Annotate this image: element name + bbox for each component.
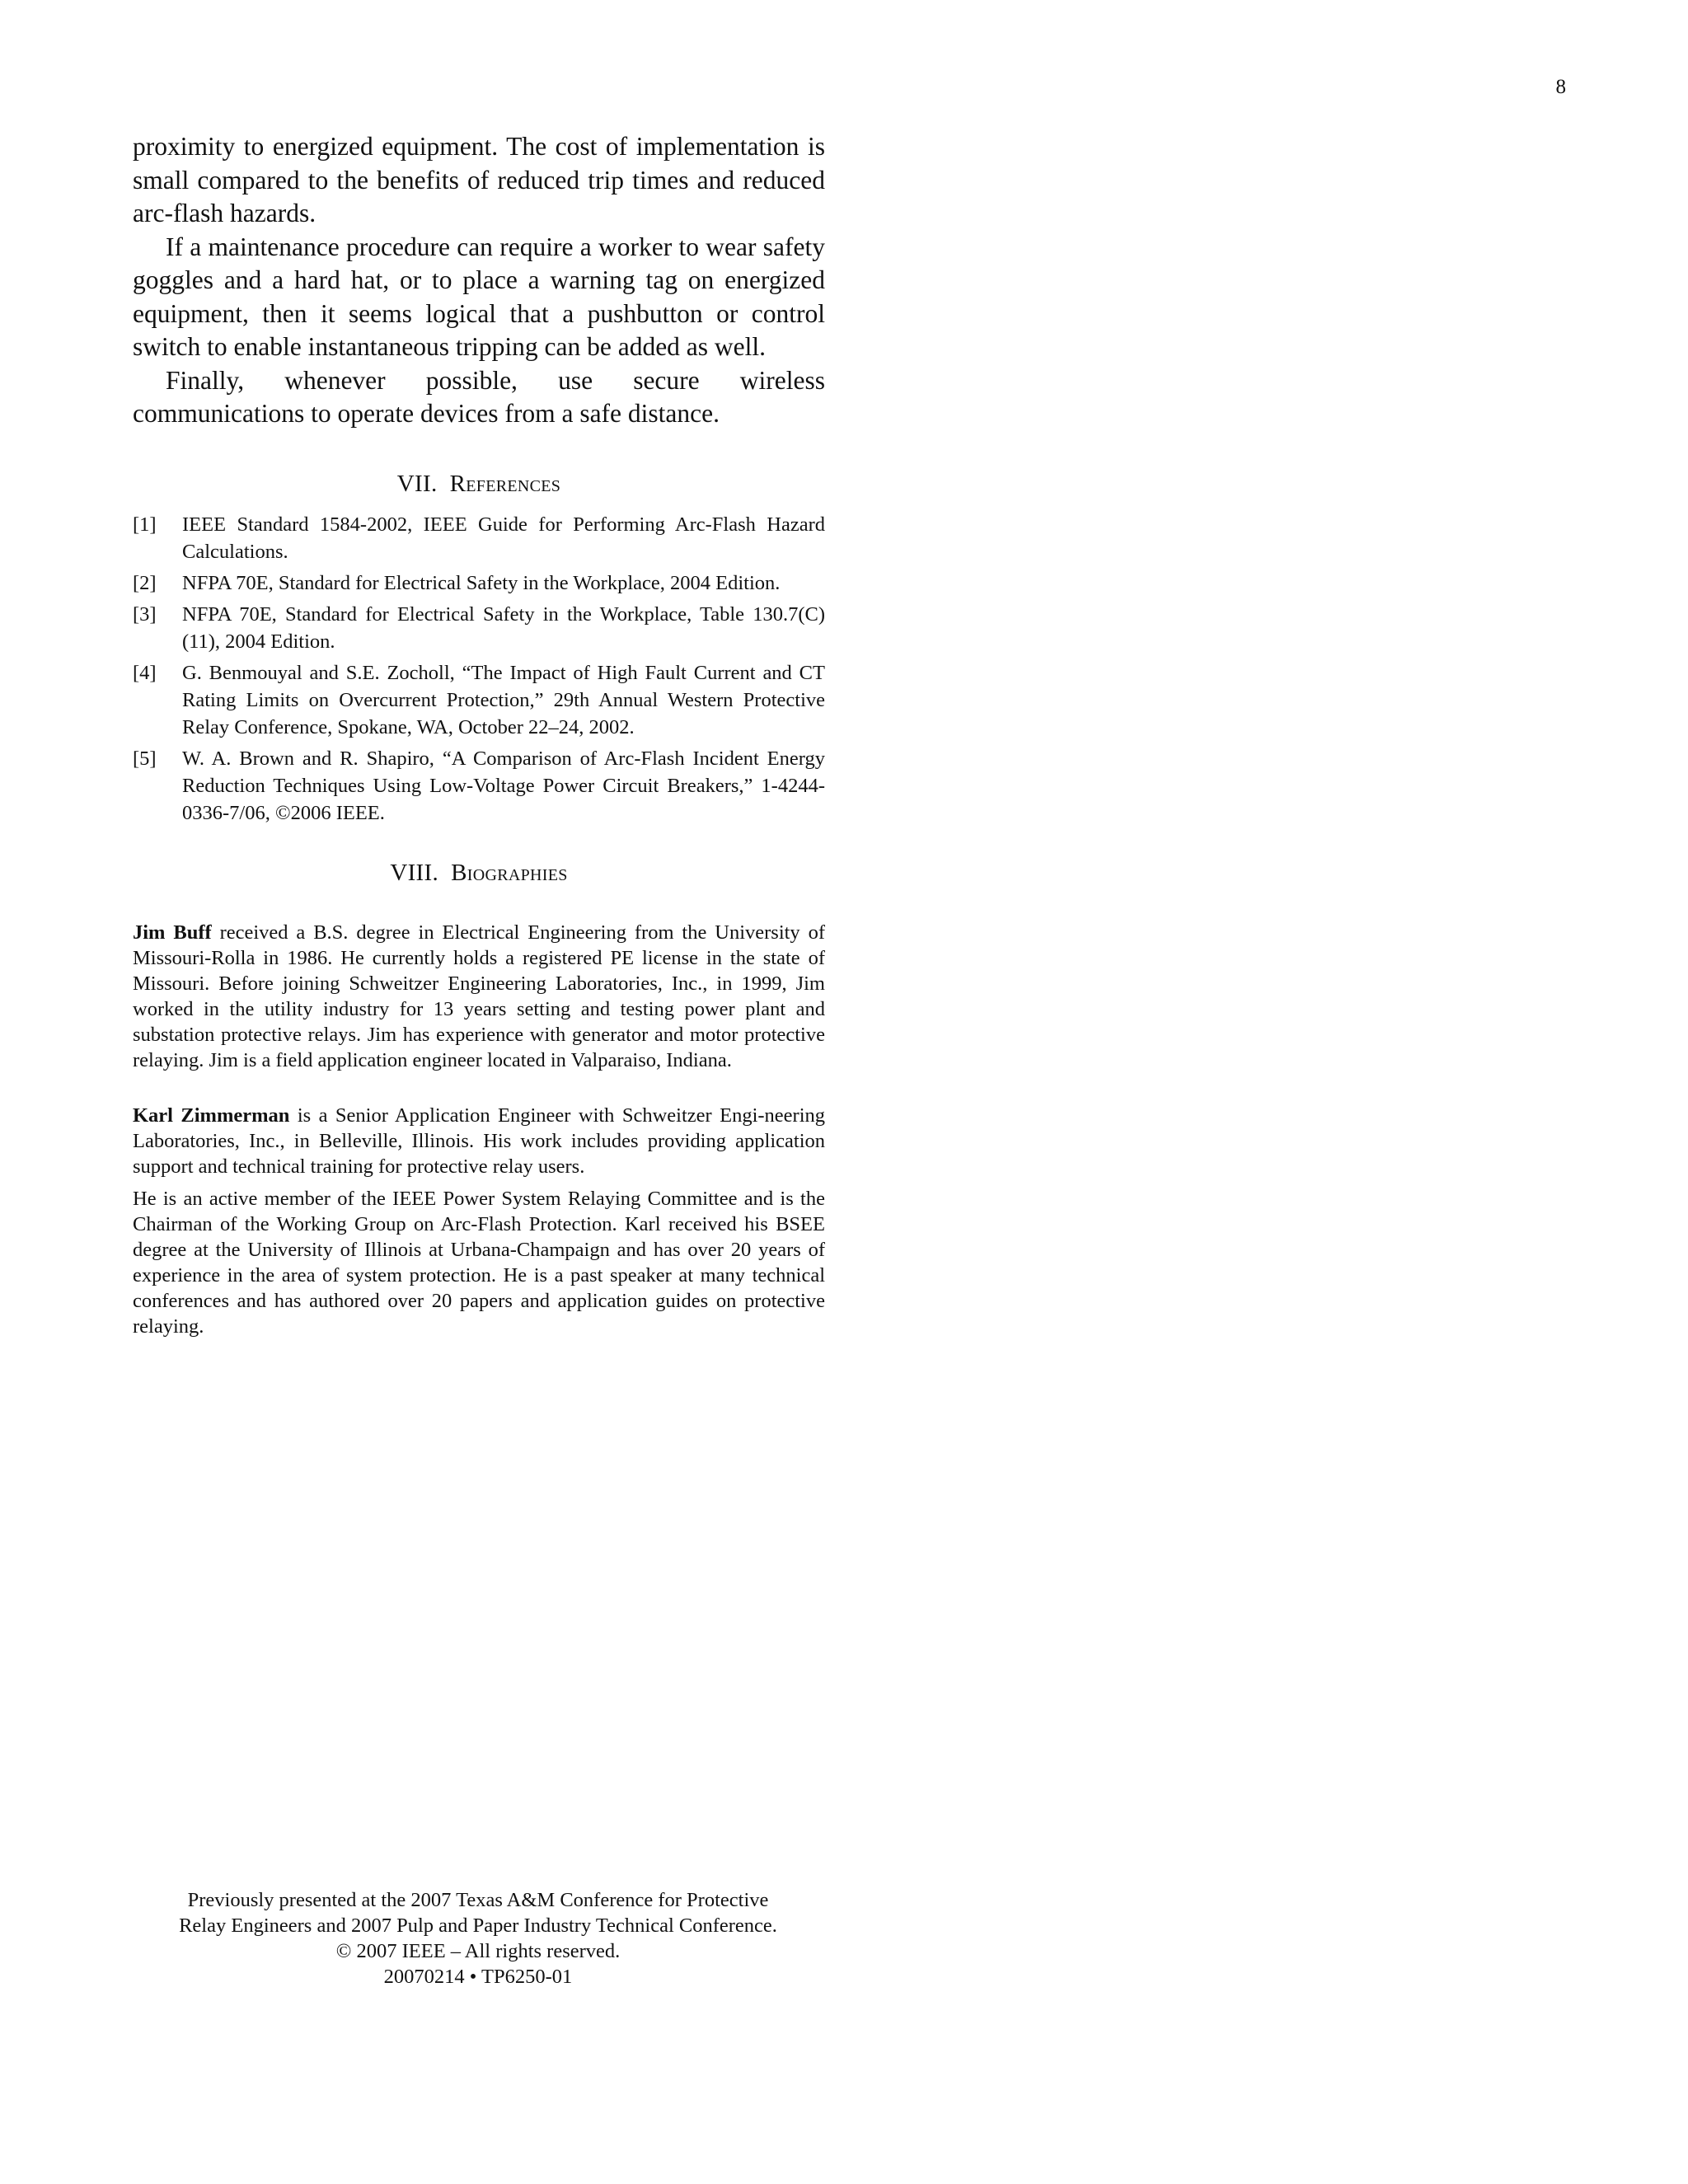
biography-buff (133, 920, 825, 1073)
reference-item (133, 511, 825, 565)
reference-item (133, 601, 825, 655)
footer-notice (124, 1887, 832, 1990)
reference-item (133, 745, 825, 827)
references-heading (133, 471, 825, 498)
copyright-line: © 2007 IEEE – All rights reserved. (335, 1940, 621, 1962)
section-numeral: VII. (396, 470, 438, 497)
biography-text: is a Senior Application Engineer with Schweitzer Engi-neering Laboratories, Inc., in Belleville, Illinois. His work includes providing application support and technical training for protective relay users. (133, 1104, 826, 1178)
reference-number: [4] (133, 661, 157, 684)
reference-text: NFPA 70E, Standard for Electrical Safety in the Workplace, Table 130.7(C)(11), 2004 Edition. (182, 602, 825, 653)
footer-line: Relay Engineers and 2007 Pulp and Paper Industry Technical Conference. (179, 1915, 777, 1937)
footer-line: Previously presented at the 2007 Texas A&M Conference for Protective (187, 1889, 769, 1911)
reference-text: W. A. Brown and R. Shapiro, “A Comparison of Arc-Flash Incident Energy Reduction Techniques Using Low-Voltage Power Circuit Breakers,” 1-4244-0336-7/06, ©2006 IEEE. (182, 747, 825, 824)
body-paragraph: proximity to energized equipment. The cost of implementation is small compared to the benefits of reduced trip times and reduced arc-flash hazards. (133, 132, 825, 227)
author-name: Jim Buff (133, 921, 212, 944)
section-numeral: VIII. (390, 859, 438, 886)
reference-item (133, 659, 825, 741)
reference-number: [2] (133, 571, 157, 594)
body-paragraph: Finally, whenever possible, use secure wireless communications to operate devices from a safe distance. (133, 365, 825, 428)
reference-number: [3] (133, 602, 157, 626)
document-code: 20070214 • TP6250-01 (383, 1966, 573, 1988)
reference-text: G. Benmouyal and S.E. Zocholl, “The Impact of High Fault Current and CT Rating Limits on Overcurrent Protection,” 29th Annual Western Protective Relay Conference, Spokane, WA, October 22–24, 2002. (182, 661, 825, 738)
reference-number: [1] (133, 513, 157, 536)
biography-zimmerman-continued: He is an active member of the IEEE Power System Relaying Committee and is the Chairman of the Working Group on Arc-Flash Protection. Karl received his BSEE degree at the University of Illinois at Urbana-Champaign and has over 20 years of experience in the area of system protection. He is a past speaker at many technical conferences and has authored over 20 papers and application guides on protective relaying. (133, 1187, 825, 1338)
biographies-heading (133, 860, 825, 887)
section-title: References (449, 470, 561, 497)
reference-number: [5] (133, 747, 157, 770)
reference-text: NFPA 70E, Standard for Electrical Safety in the Workplace, 2004 Edition. (182, 571, 781, 594)
biography-zimmerman (133, 1103, 825, 1179)
body-paragraph: If a maintenance procedure can require a worker to wear safety goggles and a hard hat, or to place a warning tag on energized equipment, then it seems logical that a pushbutton or control switch to enable instantaneous tripping can be added as well. (133, 232, 825, 361)
page-number: 8 (1555, 76, 1566, 98)
reference-list (133, 511, 825, 827)
author-name: Karl Zimmerman (133, 1104, 290, 1127)
reference-item (133, 569, 825, 597)
reference-text: IEEE Standard 1584-2002, IEEE Guide for Performing Arc-Flash Hazard Calculations. (182, 513, 825, 563)
biography-text: received a B.S. degree in Electrical Engineering from the University of Missouri-Rolla in 1986. He currently holds a registered PE license in the state of Missouri. Before joining Schweitzer Engineering Laboratories, Inc., in 1999, Jim worked in the utility industry for 13 years setting and testing power plant and substation protective relays. Jim has experience with generator and motor protective relaying. Jim is a field application engineer located in Valparaiso, Indiana. (133, 921, 825, 1071)
section-title: Biographies (451, 859, 568, 886)
main-column (133, 130, 825, 1339)
